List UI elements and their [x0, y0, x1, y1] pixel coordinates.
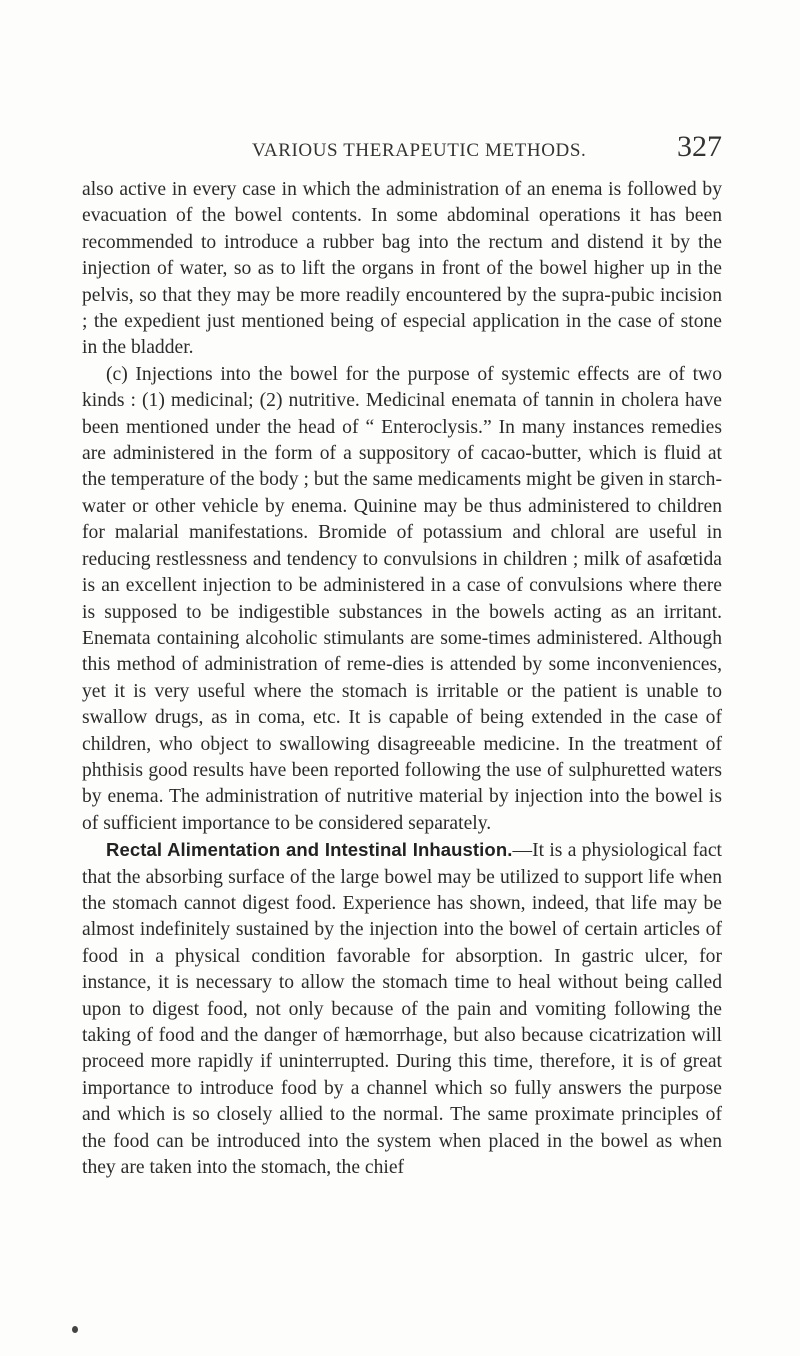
running-title: VARIOUS THERAPEUTIC METHODS.: [252, 140, 587, 161]
printer-mark: [72, 1326, 78, 1333]
page-number: 327: [677, 130, 722, 163]
paragraph-systemic-injections: (c) Injections into the bowel for the purpose of systemic effects are of two kinds : (1) medicinal; (2) nutritive. Medicinal enemata of tannin in cholera have been mentioned under the head of “ Enteroclysis.” In many instances remedies are administered in the form of a suppository of cacao-butter, which is fluid at the temperature of the body ; but the same medicaments might be given in starch-water or other vehicle by enema. Quinine may be thus administered to children for malarial manifestations. Bromide of potassium and chloral are useful in reducing restlessness and tendency to convulsions in children ; milk of asafœtida is an excellent injection to be administered in a case of convulsions where there is supposed to be indigestible substances in the bowels acting as an irritant. Enemata containing alcoholic stimulants are some-times administered. Although this method of administration of reme-dies is attended by some inconveniences, yet it is very useful where the stomach is irritable or the patient is unable to swallow drugs, as in coma, etc. It is capable of being extended in the case of children, who object to swallowing disagreeable medicine. In the treatment of phthisis good results have been reported following the use of sulphuretted waters by enema. The administration of nutritive material by injection into the bowel is of sufficient importance to be considered separately.: [82, 363, 722, 834]
section-heading: Rectal Alimentation and Intestinal Inhaustion.: [106, 839, 513, 861]
paragraph-rectal-alimentation: [82, 837, 722, 1181]
body-text: [82, 177, 722, 1181]
section-body: —It is a physiological fact that the absorbing surface of the large bowel may be utilized to support life when the stomach cannot digest food. Experience has shown, indeed, that life may be almost indefinitely sustained by the injection into the bowel of certain articles of food in a physical condition favorable for absorption. In gastric ulcer, for instance, it is necessary to allow the stomach time to heal without being called upon to digest food, not only because of the pain and vomiting following the taking of food and the danger of hæmorrhage, but also because cicatrization will proceed more rapidly if uninterrupted. During this time, therefore, it is of great importance to introduce food by a channel which so fully answers the purpose and which is so closely allied to the normal. The same proximate principles of the food can be introduced into the system when placed in the bowel as when they are taken into the stomach, the chief: [82, 840, 722, 1179]
running-head: [82, 128, 722, 168]
paragraph-continuation: also active in every case in which the administration of an enema is followed by evacuation of the bowel contents. In some abdominal operations it has been recommended to introduce a rubber bag into the rectum and distend it by the injection of water, so as to lift the organs in front of the bowel higher up in the pelvis, so that they may be more readily encountered by the supra-pubic incision ; the expedient just mentioned being of especial application in the case of stone in the bladder.: [82, 179, 722, 359]
